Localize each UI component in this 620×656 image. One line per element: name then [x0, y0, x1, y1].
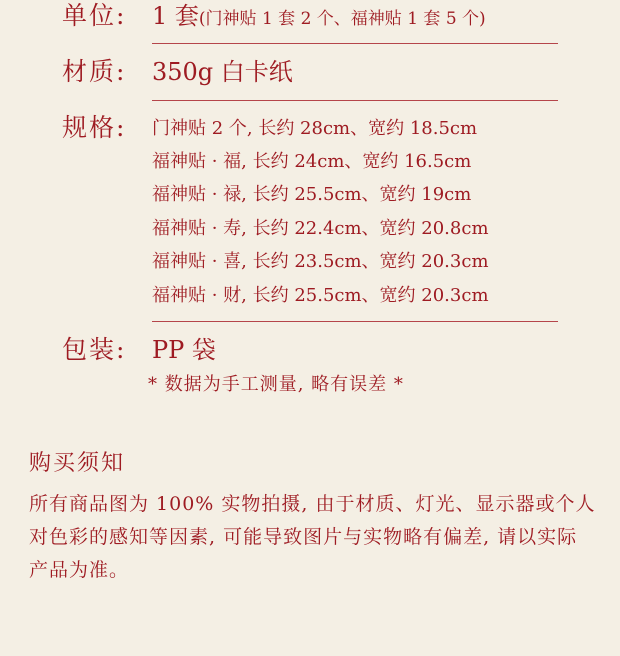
spec-line: 福神贴 · 财, 长约 25.5cm、宽约 20.3cm	[152, 285, 489, 306]
packaging-value: PP 袋	[152, 336, 216, 364]
unit-label: 单位:	[62, 1, 127, 30]
measurement-note: * 数据为手工测量, 略有误差 *	[148, 374, 404, 395]
spec-line: 门神贴 2 个, 长约 28cm、宽约 18.5cm	[152, 118, 478, 139]
material-divider	[152, 100, 558, 101]
spec-line: 福神贴 · 喜, 长约 23.5cm、宽约 20.3cm	[152, 251, 489, 272]
unit-value	[152, 1, 486, 34]
spec-label: 规格:	[62, 113, 127, 142]
notice-title: 购买须知	[29, 451, 126, 476]
spec-line: 福神贴 · 福, 长约 24cm、宽约 16.5cm	[152, 151, 472, 172]
spec-divider	[152, 321, 558, 322]
spec-line: 福神贴 · 禄, 长约 25.5cm、宽约 19cm	[152, 184, 472, 205]
spec-line: 福神贴 · 寿, 长约 22.4cm、宽约 20.8cm	[152, 218, 489, 239]
unit-value-main: 1 套	[152, 2, 199, 30]
unit-divider	[152, 43, 558, 44]
notice-body: 所有商品图为 100% 实物拍摄, 由于材质、灯光、显示器或个人对色彩的感知等因素, 可能导致图片与实物略有偏差, 请以实际产品为准。	[29, 493, 596, 581]
packaging-label: 包装:	[62, 335, 127, 364]
material-value: 350g 白卡纸	[152, 58, 293, 86]
unit-value-detail: (门神贴 1 套 2 个、福神贴 1 套 5 个)	[198, 9, 486, 29]
material-label: 材质:	[62, 57, 127, 86]
